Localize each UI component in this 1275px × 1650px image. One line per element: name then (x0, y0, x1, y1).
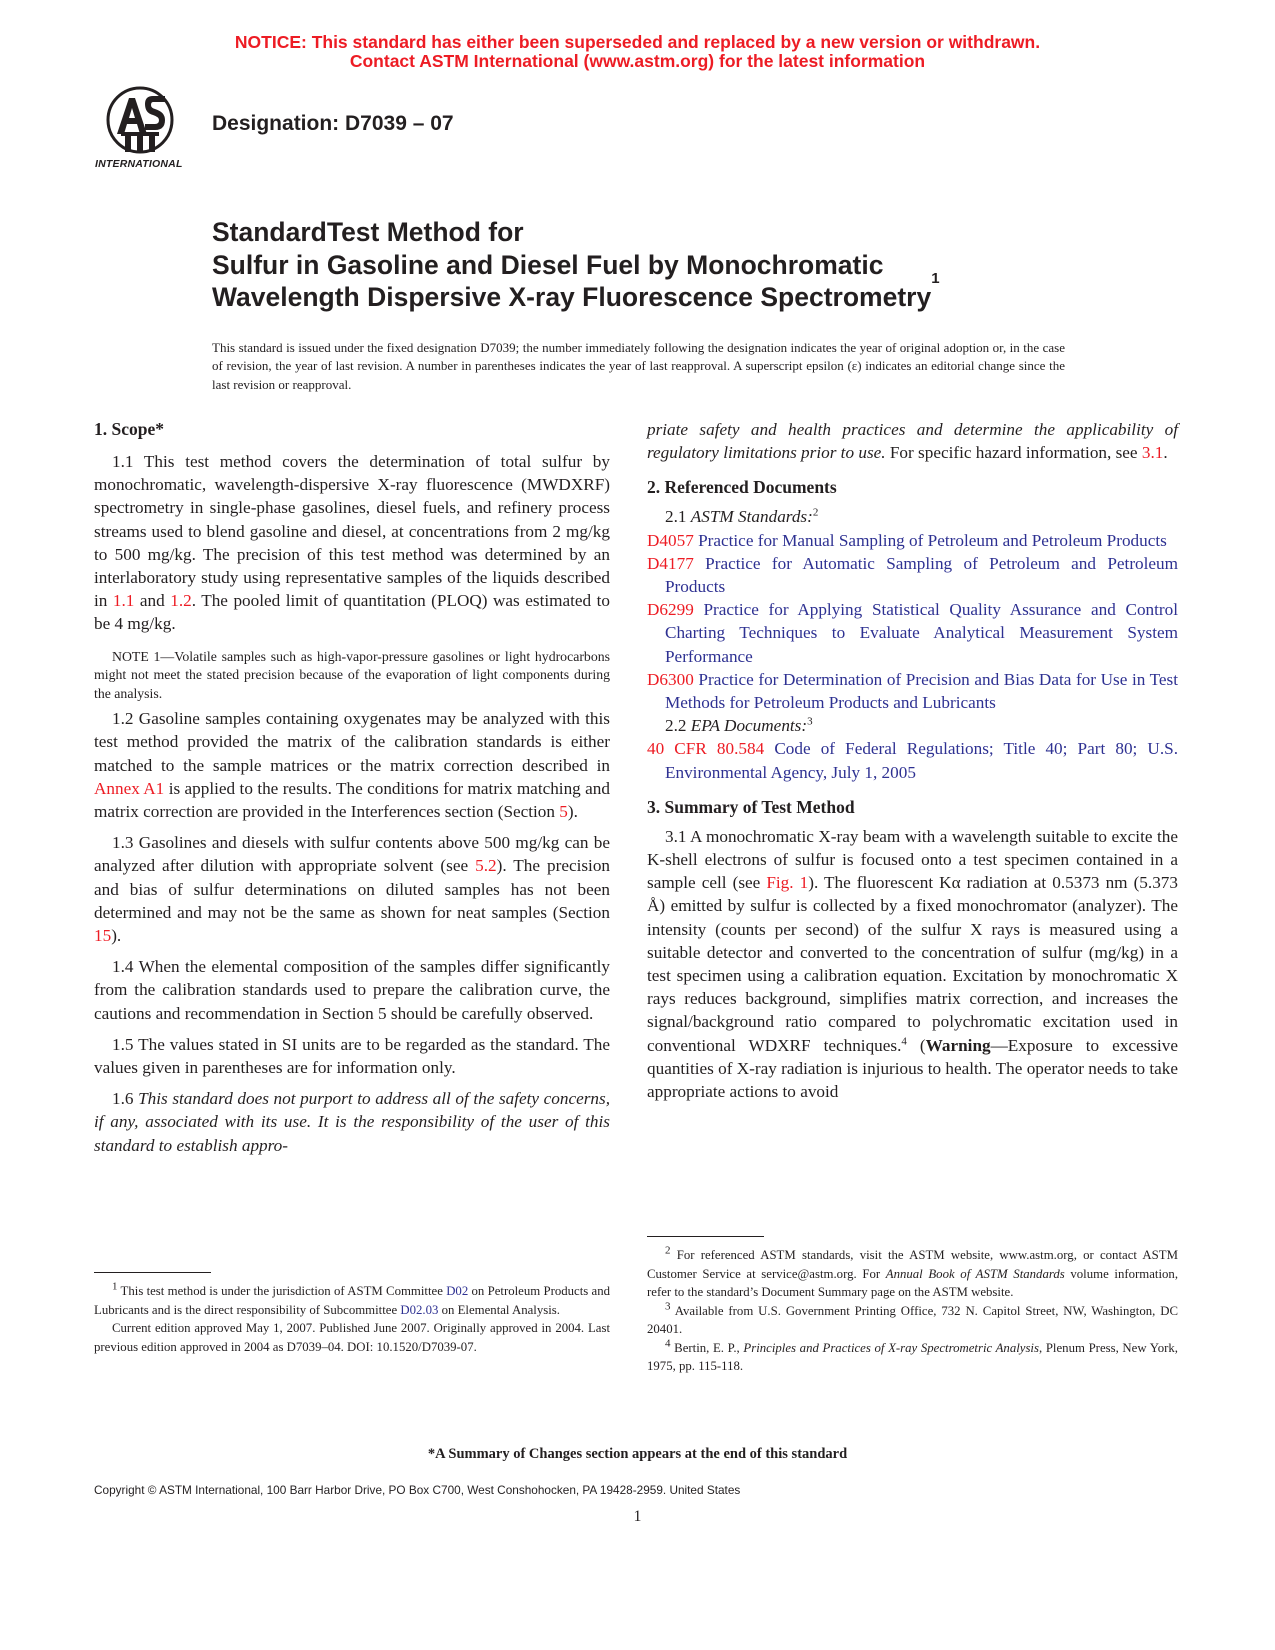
footnotes-right (647, 1246, 1178, 1376)
document-title (212, 216, 940, 314)
scope-1-1: 1.1 This test method covers the determination of total sulfur by monochromatic, wavelength-dispersive X-ray fluorescence (MWDXRF) spectrometry in single-phase gasolines, diesel fuels, and refinery process streams used to blend gasoline and diesel, at concentrations from 2 mg/kg to 500 mg/kg. The precision of this test method was determined by an interlaboratory study using representative samples of the liquids described in 1.1 and 1.2. The pooled limit of quantitation (PLOQ) was estimated to be 4 mg/kg. (94, 452, 611, 634)
scope-heading: 1. Scope* (94, 419, 164, 439)
refdocs-heading: 2. Referenced Documents (647, 477, 837, 498)
astm-standards-label: 2.1 ASTM Standards:$^2$ (665, 506, 819, 527)
astm-reference-list (647, 529, 1178, 715)
scope-1-6: 1.6 This standard does not purport to address all of the safety concerns, if any, associated with its use. It is the responsibility of the user of this standard to establish appro- (94, 1089, 610, 1155)
title-line-3-text: Wavelength Dispersive X-ray Fluorescence Spectrometry (212, 282, 932, 312)
summary-heading: 3. Summary of Test Method (647, 796, 855, 817)
right-column (647, 418, 1178, 1103)
note-1: NOTE 1—Volatile samples such as high-vapor-pressure gasolines or light hydrocarbons might not meet the stated precision because of the evaporation of light components during the analysis. (94, 648, 610, 701)
link-section-15[interactable]: 15 (94, 925, 112, 945)
title-line-2: Sulfur in Gasoline and Diesel Fuel by Monochromatic (212, 249, 884, 280)
notice-line-1: NOTICE: This standard has either been superseded and replaced by a new version or withdrawn. (234, 32, 1041, 52)
designation: Designation: D7039 – 07 (212, 112, 454, 135)
title-footnote-mark[interactable]: 1 (931, 270, 940, 287)
intro-paragraph: This standard is issued under the fixed designation D7039; the number immediately following the designation indicates the year of original adoption or, in the case of revision, the year of last revision. A number in parentheses indicates the year of last reapproval. A superscript epsilon (ε) indicates an editorial change since the last revision or reapproval. (212, 340, 1065, 392)
epa-documents-label: 2.2 EPA Documents:$^3$ (665, 715, 813, 736)
footnote-4: $^4$ Bertin, E. P., Principles and Practices of X-ray Spectrometric Analysis, Plenum Press, New York, 1975, pp. 115-118. (647, 1337, 1178, 1373)
title-line-1: StandardTest Method for (212, 217, 524, 247)
link-1-2[interactable]: 1.2 (170, 591, 192, 611)
link-3-1[interactable]: 3.1 (1141, 443, 1164, 463)
scope-1-4: 1.4 When the elemental composition of the samples differ significantly from the calibration standards used to prepare the calibration curve, the cautions and recommendation in Section 5 should be carefully observed. (94, 957, 610, 1023)
page-number: 1 (633, 1508, 642, 1525)
reference-item-d4057[interactable]: D4057 Practice for Manual Sampling of Petroleum and Petroleum Products (647, 530, 1167, 550)
link-5-2[interactable]: 5.2 (475, 856, 497, 876)
link-1-1[interactable]: 1.1 (112, 591, 135, 611)
epa-reference[interactable]: 40 CFR 80.584 Code of Federal Regulations; Title 40; Part 80; U.S. Environmental Agency, July 1, 2005 (647, 739, 1178, 782)
footnote-3: $^3$ Available from U.S. Government Printing Office, 732 N. Capitol Street, NW, Washington, DC 20401. (647, 1300, 1178, 1336)
title-line-3 (212, 270, 940, 314)
reference-item-d6299[interactable]: D6299 Practice for Applying Statistical Quality Assurance and Control Charting Techniques to Evaluate Analytical Measurement System Performance (647, 600, 1179, 666)
scope-1-2: 1.2 Gasoline samples containing oxygenates may be analyzed with this test method provided the matrix of the calibration standards is either matched to the sample matrices or the matrix correction described in Annex A1 is applied to the results. The conditions for matrix matching and matrix correction are provided in the Interferences section (Section 5). (94, 709, 610, 821)
footnote-1: $^1$ This test method is under the jurisdiction of ASTM Committee D02 on Petroleum Products and Lubricants and is the direct responsibility of Subcommittee D02.03 on Elemental Analysis. (94, 1280, 611, 1317)
reference-item-d6300[interactable]: D6300 Practice for Determination of Precision and Bias Data for Use in Test Methods for Petroleum Products and Lubricants (647, 669, 1179, 713)
summary-of-changes-note: *A Summary of Changes section appears at the end of this standard (427, 1446, 848, 1462)
link-annex-a1[interactable]: Annex A1 (94, 778, 165, 798)
scope-1-3: 1.3 Gasolines and diesels with sulfur contents above 500 mg/kg can be analyzed after dilution with appropriate solvent (see 5.2). The precision and bias of sulfur determinations on diluted samples has not been determined and may not be the same as shown for neat samples (Section 15). (94, 833, 611, 945)
copyright-line: Copyright © ASTM International, 100 Barr Harbor Drive, PO Box C700, West Conshohocken, PA 19428-2959. United States (94, 1483, 741, 1497)
logo-text: INTERNATIONAL (95, 158, 183, 170)
astm-logo (95, 84, 195, 180)
scope-1-6-continued: priate safety and health practices and determine the applicability of regulatory limitations prior to use. For specific hazard information, see 3.1. (647, 420, 1178, 463)
left-column (94, 418, 610, 1157)
withdrawal-notice (0, 33, 1275, 71)
footnote-1-edition: Current edition approved May 1, 2007. Published June 2007. Originally approved in 2004. Last previous edition approved in 2004 as D7039–04. DOI: 10.1520/D7039-07. (94, 1321, 610, 1354)
footnotes-left (94, 1282, 610, 1356)
scope-1-5: 1.5 The values stated in SI units are to be regarded as the standard. The values given in parentheses are for information only. (94, 1034, 610, 1077)
footnote-2: $^2$ For referenced ASTM standards, visit the ASTM website, www.astm.org, or contact ASTM Customer Service at service@astm.org. For Annual Book of ASTM Standards volume information, refer to the standard’s Document Summary page on the ASTM website. (647, 1244, 1179, 1299)
footnote-rule-left (94, 1272, 211, 1273)
link-d02-03[interactable]: D02.03 (400, 1302, 439, 1317)
link-section-5[interactable]: 5 (559, 801, 568, 821)
footnote-rule-right (647, 1236, 764, 1237)
notice-line-2[interactable]: Contact ASTM International (www.astm.org) for the latest information (349, 51, 926, 71)
reference-item-d4177[interactable]: D4177 Practice for Automatic Sampling of Petroleum and Petroleum Products (647, 553, 1179, 597)
link-d02[interactable]: D02 (446, 1284, 469, 1298)
summary-3-1: 3.1 A monochromatic X-ray beam with a wavelength suitable to excite the K-shell electrons of sulfur is focused onto a test specimen contained in a sample cell (see Fig. 1). The fluorescent Kα radiation at 0.5373 nm (5.373 Å) emitted by sulfur is collected by a fixed monochromator (analyzer). The intensity (counts per second) of the sulfur X rays is measured using a suitable detector and converted to the concentration of sulfur (mg/kg) in a test specimen using a calibration equation. Excitation by monochromatic X rays reduces background, simplifies matrix correction, and increases the signal/background ratio compared to polychromatic excitation used in conventional WDXRF techniques.$^4$ (Warning—Exposure to excessive quantities of X-ray radiation is injurious to health. The operator needs to take appropriate actions to avoid (647, 826, 1178, 1102)
link-fig-1[interactable]: Fig. 1 (766, 873, 809, 893)
